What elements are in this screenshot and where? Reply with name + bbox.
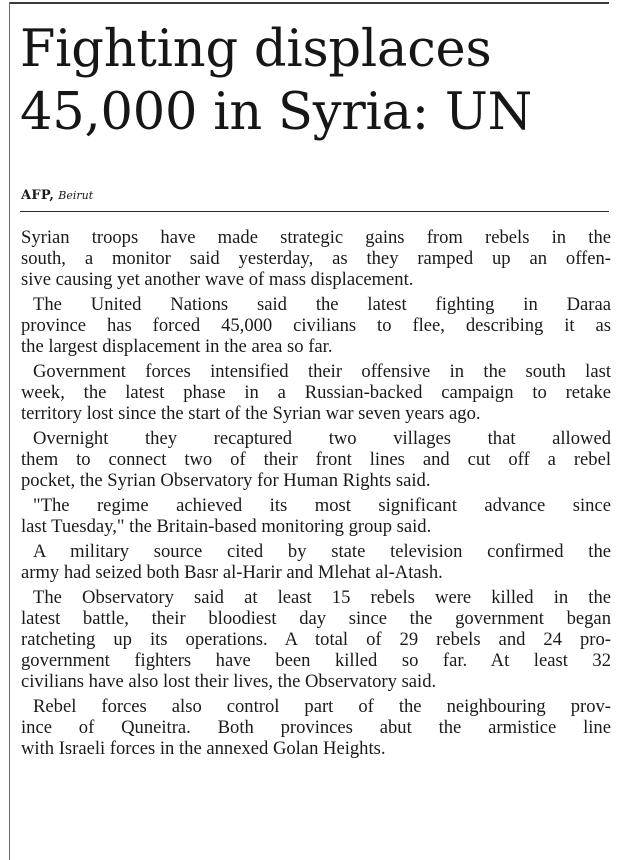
paragraph-line: Government forces intensified their offensive in the south last	[33, 361, 611, 382]
article-paragraph	[21, 696, 611, 759]
headline-line: 45,000 in Syria: UN	[20, 83, 533, 142]
paragraph-line: last Tuesday," the Britain-based monitoring group said.	[21, 516, 432, 537]
byline-rule	[20, 211, 609, 212]
paragraph-line: The Observatory said at least 15 rebels were killed in the	[33, 587, 611, 608]
paragraph-line: with Israeli forces in the annexed Golan Heights.	[21, 738, 386, 759]
article-paragraph	[21, 541, 611, 583]
byline-agency: AFP,	[21, 188, 55, 203]
paragraph-line: province has forced 45,000 civilians to flee, describing it as	[21, 315, 611, 336]
headline	[20, 18, 616, 144]
paragraph-line: ince of Quneitra. Both provinces abut the armistice line	[21, 717, 611, 738]
paragraph-line: civilians have also lost their lives, the Observatory said.	[21, 671, 437, 692]
byline-place: Beirut	[58, 189, 94, 202]
paragraph-line: Rebel forces also control part of the neighbouring prov-	[33, 696, 611, 717]
byline	[21, 188, 93, 204]
article-paragraph	[21, 428, 611, 491]
paragraph-line: army had seized both Basr al-Harir and Mlehat al-Atash.	[21, 562, 443, 583]
paragraph-line: pocket, the Syrian Observatory for Human Rights said.	[21, 470, 431, 491]
article-paragraph	[21, 495, 611, 537]
paragraph-line: sive causing yet another wave of mass displacement.	[21, 269, 414, 290]
paragraph-line: Overnight they recaptured two villages that allowed	[33, 428, 611, 449]
article-body	[21, 227, 611, 763]
article-paragraph	[21, 227, 611, 290]
headline-line: Fighting displaces	[20, 20, 492, 79]
paragraph-line: south, a monitor said yesterday, as they ramped up an offen-	[21, 248, 611, 269]
paragraph-line: territory lost since the start of the Syrian war seven years ago.	[21, 403, 481, 424]
paragraph-line: Syrian troops have made strategic gains from rebels in the	[21, 227, 611, 248]
paragraph-line: "The regime achieved its most significant advance since	[33, 495, 611, 516]
paragraph-line: the largest displacement in the area so far.	[21, 336, 333, 357]
paragraph-line: them to connect two of their front lines and cut off a rebel	[21, 449, 611, 470]
paragraph-line: latest battle, their bloodiest day since the government began	[21, 608, 611, 629]
paragraph-line: government fighters have been killed so far. At least 32	[21, 650, 611, 671]
article-paragraph	[21, 361, 611, 424]
paragraph-line: The United Nations said the latest fighting in Daraa	[33, 294, 611, 315]
top-rule	[10, 2, 609, 4]
paragraph-line: A military source cited by state television confirmed the	[33, 541, 611, 562]
paragraph-line: week, the latest phase in a Russian-backed campaign to retake	[21, 382, 611, 403]
article-paragraph	[21, 294, 611, 357]
column-rule	[9, 2, 10, 860]
article-paragraph	[21, 587, 611, 692]
paragraph-line: ratcheting up its operations. A total of 29 rebels and 24 pro-	[21, 629, 611, 650]
